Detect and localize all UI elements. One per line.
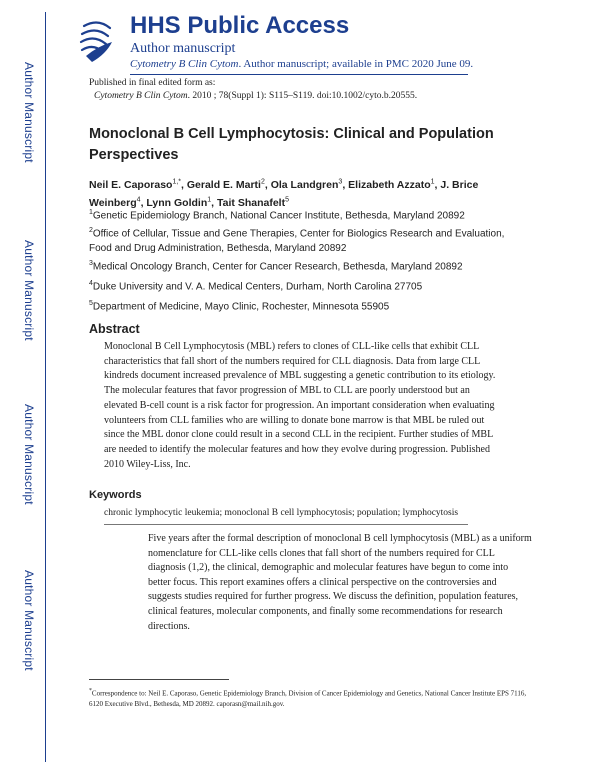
abstract-body: Monoclonal B Cell Lymphocytosis (MBL) refers to clones of CLL-like cells that exhibit CLL characteristics that fall short of the numbers required for CLL diagnosis. Data from large CLL kindreds document increased prevalence of MBL suggesting a genetic contribution to its etiology. The molecular features that favor progression of MBL to CLL are poorly understood but an elevated B-cell count is a risk factor for progression. An important consideration when evaluating volunteers from CLL families who are willing to donate bone marrow is that MBL be ruled out since the MBL donor clone could result in a second CLL in the recipient. Further studies of MBL are needed to identify the molecular features and how they evolve during progression. Published 2010 Wiley-Liss, Inc.	[104, 341, 496, 470]
abstract-heading: Abstract	[89, 322, 140, 336]
author-manuscript-label: Author manuscript	[130, 41, 236, 56]
citation-details: . 2010 ; 78(Suppl 1): S115–S119. doi:10.1002/cyto.b.20555.	[187, 91, 418, 101]
correspondence-footnote: *Correspondence to: Neil E. Caporaso, Genetic Epidemiology Branch, Division of Cancer Epidemiology and Genetics, National Cancer Institute EPS 7116, 6120 Executive Blvd., Bethesda, MD 20892. caporasn@mail.nih.gov.	[89, 688, 527, 708]
sidebar-label: Author Manuscript	[22, 239, 36, 341]
author: Neil E. Caporaso$^{1,*}$,	[89, 178, 187, 191]
author: Gerald E. Marti$^2$,	[186, 178, 271, 191]
keywords-list: chronic lymphocytic leukemia; monoclonal B cell lymphocytosis; population; lymphocytosis	[104, 508, 459, 518]
hhs-eagle-logo-icon	[76, 16, 118, 66]
author: Tait Shanafelt$^5$	[217, 196, 289, 209]
sidebar-label: Author Manuscript	[22, 61, 36, 163]
author: Lynn Goldin$^1$,	[146, 196, 218, 209]
citation-journal: Cytometry B Clin Cytom	[94, 91, 188, 101]
intro-paragraph: Five years after the formal description of monoclonal B cell lymphocytosis (MBL) as a uniform nomenclature for CLL-like cells clones that fall short of the numbers required for CLL diagnosis (1,2), the clinical, demographic and molecular features have begun to come into better focus. This report examines offers a clinical perspective on the controversies and suggests studies required for further progress. We discuss the definition, population features, clinical features, molecular components, and finally some recommendations for research directions.	[148, 533, 532, 632]
author: Elizabeth Azzato$^1$,	[348, 178, 441, 191]
citation	[94, 91, 417, 101]
journal-name: Cytometry B Clin Cytom	[130, 58, 239, 70]
author: Ola Landgren$^3$,	[270, 178, 349, 191]
author: J. Brice Weinberg$^4$,	[89, 178, 479, 209]
availability-text: . Author manuscript; available in PMC 2020 June 09.	[238, 58, 474, 70]
affiliation: $^1$Genetic Epidemiology Branch, National Cancer Institute, Bethesda, Maryland 20892	[89, 209, 465, 222]
sidebar-label: Author Manuscript	[22, 569, 36, 671]
journal-availability	[130, 58, 473, 70]
affiliation: $^4$Duke University and V. A. Medical Centers, Durham, North Carolina 27705	[89, 280, 423, 293]
paper-title: Monoclonal B Cell Lymphocytosis: Clinical and Population Perspectives	[89, 126, 494, 163]
keywords-rule	[104, 524, 468, 525]
hhs-public-access-title: HHS Public Access	[130, 12, 350, 39]
published-label: Published in final edited form as:	[89, 78, 216, 88]
sidebar-divider	[45, 12, 46, 762]
sidebar-label: Author Manuscript	[22, 403, 36, 505]
affiliation: $^3$Medical Oncology Branch, Center for Cancer Research, Bethesda, Maryland 20892	[89, 260, 463, 273]
affiliation: $^2$Office of Cellular, Tissue and Gene Therapies, Center for Biologics Research and Evaluation, Food and Drug Administration, Bethesda, Maryland 20892	[89, 227, 505, 255]
keywords-heading: Keywords	[89, 489, 142, 501]
header-rule	[130, 74, 468, 75]
affiliation: $^5$Department of Medicine, Mayo Clinic, Rochester, Minnesota 55905	[89, 300, 390, 313]
footnote-rule	[89, 679, 229, 680]
